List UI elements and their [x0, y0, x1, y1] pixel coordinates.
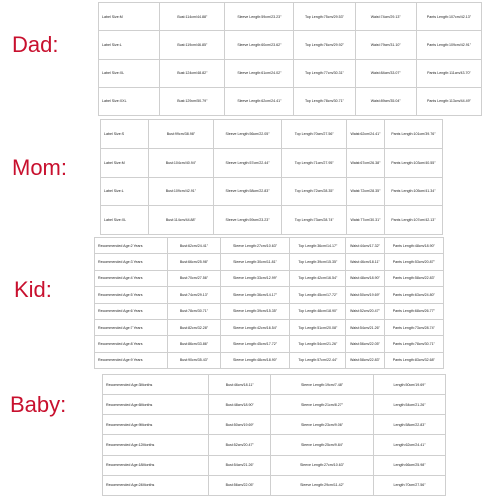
mom-label: Mom:: [12, 155, 67, 180]
table-cell: Recommended Age:9 Years: [95, 352, 168, 368]
table-cell: Recommended Age:9Months: [103, 415, 209, 435]
table-cell: Label Size:L: [101, 177, 149, 206]
table-cell: Waist:79cm/31.10": [355, 31, 416, 59]
table-cell: Pants Length:68cm/26.77": [384, 303, 443, 319]
table-cell: Sleeve Length:59cm/23.23": [213, 206, 281, 235]
table-row: [99, 3, 482, 31]
table-cell: Recommended Age:5 Years: [95, 287, 168, 303]
table-cell: Recommended Age:6Months: [103, 395, 209, 415]
table-cell: Top Length:76cm/29.92": [294, 31, 355, 59]
table-cell: Recommended Age:8 Years: [95, 336, 168, 352]
table-cell: Recommended Age:24Months: [103, 475, 209, 495]
table-row: [95, 352, 444, 368]
table-cell: Pants Length:53cm/20.87": [384, 254, 443, 270]
table-cell: Pants Length:111cm/43.70": [416, 59, 481, 87]
table-cell: Sleeve Length:36cm/14.17": [220, 287, 290, 303]
table-cell: Pants Length:113cm/44.49": [416, 87, 481, 115]
table-cell: Waist:84cm/33.07": [355, 59, 416, 87]
dad-label: Dad:: [12, 32, 59, 57]
table-row: [103, 455, 446, 475]
table-cell: Waist:50cm/19.69": [346, 287, 384, 303]
table-cell: Sleeve Length:60cm/23.62": [225, 31, 294, 59]
table-cell: Recommended Age:4 Years: [95, 270, 168, 286]
kid-size-table: [94, 237, 444, 369]
table-row: [103, 435, 446, 455]
table-row: [103, 395, 446, 415]
table-row: [99, 59, 482, 87]
table-cell: Pants Length:107cm/42.13": [416, 3, 481, 31]
table-cell: Bust:70cm/27.56": [168, 270, 220, 286]
table-cell: Bust:62cm/24.41": [168, 238, 220, 254]
table-row: [95, 319, 444, 335]
table-cell: Bust:104cm/40.94": [148, 148, 213, 177]
table-row: [103, 375, 446, 395]
table-cell: Sleeve Length:19cm/7.48": [271, 375, 374, 395]
table-cell: Recommended Age:7 Years: [95, 319, 168, 335]
table-cell: Waist:54cm/21.26": [346, 319, 384, 335]
table-row: [95, 336, 444, 352]
table-row: [95, 254, 444, 270]
table-cell: Top Length:54cm/21.26": [290, 336, 346, 352]
dad-size-table: [98, 2, 482, 116]
table-cell: Top Length:70cm/27.56": [282, 120, 347, 149]
table-cell: Bust:82cm/32.28": [168, 319, 220, 335]
table-cell: Pants Length:107cm/42.13": [384, 206, 442, 235]
table-cell: Waist:52cm/20.47": [346, 303, 384, 319]
table-cell: Bust:124cm/48.82": [160, 59, 225, 87]
table-cell: Bust:66cm/25.98": [168, 254, 220, 270]
table-cell: Waist:62cm/24.41": [347, 120, 385, 149]
table-cell: Recommended Age:3Months: [103, 375, 209, 395]
table-cell: Length:66cm/25.98": [373, 455, 445, 475]
table-cell: Pants Length:63cm/24.80": [384, 287, 443, 303]
table-cell: Length:50cm/19.69": [373, 375, 445, 395]
table-cell: Bust:46cm/18.11": [209, 375, 271, 395]
table-cell: Recommended Age:2 Years: [95, 238, 168, 254]
table-cell: Bust:50cm/19.69": [209, 415, 271, 435]
table-cell: Waist:72cm/28.35": [347, 177, 385, 206]
table-cell: Length:62cm/24.41": [373, 435, 445, 455]
table-cell: Top Length:77cm/30.31": [294, 59, 355, 87]
table-cell: Waist:77cm/30.31": [347, 206, 385, 235]
table-cell: Top Length:78cm/30.71": [294, 87, 355, 115]
table-cell: Recommended Age:6 Years: [95, 303, 168, 319]
table-cell: Bust:78cm/30.71": [168, 303, 220, 319]
table-cell: Pants Length:58cm/22.83": [384, 270, 443, 286]
table-cell: Bust:114cm/44.88": [160, 3, 225, 31]
table-cell: Bust:90cm/35.43": [168, 352, 220, 368]
table-cell: Top Length:57cm/22.44": [290, 352, 346, 368]
table-cell: Sleeve Length:62cm/24.41": [225, 87, 294, 115]
mom-size-table: [100, 119, 443, 235]
table-cell: Top Length:71cm/27.95": [282, 148, 347, 177]
table-cell: Sleeve Length:56cm/22.05": [213, 120, 281, 149]
table-cell: Bust:54cm/21.26": [209, 455, 271, 475]
table-cell: Sleeve Length:57cm/22.44": [213, 148, 281, 177]
table-cell: Pants Length:48cm/18.90": [384, 238, 443, 254]
table-cell: Sleeve Length:48cm/18.90": [220, 352, 290, 368]
table-cell: Sleeve Length:58cm/22.83": [213, 177, 281, 206]
baby-label: Baby:: [10, 392, 67, 417]
table-cell: Bust:129cm/50.79": [160, 87, 225, 115]
table-cell: Length:58cm/22.83": [373, 415, 445, 435]
table-row: [101, 148, 443, 177]
table-cell: Waist:89cm/35.04": [355, 87, 416, 115]
table-cell: Recommended Age:18Months: [103, 455, 209, 475]
table-cell: Top Length:72cm/28.35": [282, 177, 347, 206]
table-cell: Sleeve Length:61cm/24.02": [225, 59, 294, 87]
table-row: [103, 415, 446, 435]
table-cell: Sleeve Length:27cm/10.63": [271, 455, 374, 475]
table-row: [95, 287, 444, 303]
table-cell: Recommended Age:3 Years: [95, 254, 168, 270]
table-cell: Pants Length:83cm/32.68": [384, 352, 443, 368]
table-cell: Label Size:XL: [101, 206, 149, 235]
table-cell: Bust:99cm/38.98": [148, 120, 213, 149]
table-cell: Top Length:73cm/28.74": [282, 206, 347, 235]
table-cell: Sleeve Length:30cm/11.81": [220, 254, 290, 270]
table-cell: Top Length:36cm/14.17": [290, 238, 346, 254]
table-cell: Waist:56cm/22.05": [346, 336, 384, 352]
table-cell: Label Size:M: [101, 148, 149, 177]
table-row: [101, 177, 443, 206]
table-cell: Label Size:L: [99, 31, 160, 59]
table-cell: Bust:86cm/33.86": [168, 336, 220, 352]
table-cell: Waist:48cm/18.90": [346, 270, 384, 286]
kid-label: Kid:: [14, 277, 52, 302]
table-cell: Label Size:M: [99, 3, 160, 31]
table-row: [101, 120, 443, 149]
table-cell: Sleeve Length:59cm/23.23": [225, 3, 294, 31]
table-cell: Sleeve Length:33cm/12.99": [220, 270, 290, 286]
table-cell: Waist:74cm/29.13": [355, 3, 416, 31]
table-cell: Bust:48cm/18.90": [209, 395, 271, 415]
table-cell: Sleeve Length:45cm/17.72": [220, 336, 290, 352]
table-cell: Label Size:XL: [99, 59, 160, 87]
table-cell: Top Length:51cm/20.08": [290, 319, 346, 335]
table-cell: Waist:44cm/17.32": [346, 238, 384, 254]
table-cell: Bust:74cm/29.13": [168, 287, 220, 303]
table-cell: Waist:46cm/18.11": [346, 254, 384, 270]
table-cell: Pants Length:109cm/42.91": [416, 31, 481, 59]
table-cell: Label Size:XXL: [99, 87, 160, 115]
table-cell: Length:70cm/27.56": [373, 475, 445, 495]
table-cell: Sleeve Length:29cm/11.42": [271, 475, 374, 495]
table-cell: Sleeve Length:23cm/9.06": [271, 415, 374, 435]
table-row: [95, 238, 444, 254]
table-cell: Pants Length:105cm/41.34": [384, 177, 442, 206]
table-cell: Top Length:45cm/17.72": [290, 287, 346, 303]
table-cell: Sleeve Length:42cm/16.54": [220, 319, 290, 335]
table-cell: Sleeve Length:25cm/9.84": [271, 435, 374, 455]
table-row: [95, 270, 444, 286]
table-row: [99, 87, 482, 115]
table-cell: Sleeve Length:27cm/10.63": [220, 238, 290, 254]
table-cell: Pants Length:101cm/39.76": [384, 120, 442, 149]
table-cell: Top Length:75cm/29.53": [294, 3, 355, 31]
table-cell: Bust:52cm/20.47": [209, 435, 271, 455]
table-cell: Bust:114cm/44.88": [148, 206, 213, 235]
table-cell: Recommended Age:12Months: [103, 435, 209, 455]
table-cell: Top Length:39cm/15.35": [290, 254, 346, 270]
table-cell: Pants Length:103cm/40.55": [384, 148, 442, 177]
table-cell: Top Length:48cm/18.90": [290, 303, 346, 319]
table-cell: Length:54cm/21.26": [373, 395, 445, 415]
table-row: [101, 206, 443, 235]
table-cell: Pants Length:78cm/30.71": [384, 336, 443, 352]
table-cell: Bust:109cm/42.91": [148, 177, 213, 206]
baby-size-table: [102, 374, 446, 496]
table-cell: Sleeve Length:21cm/8.27": [271, 395, 374, 415]
table-row: [99, 31, 482, 59]
table-cell: Top Length:42cm/16.54": [290, 270, 346, 286]
table-row: [103, 475, 446, 495]
table-cell: Bust:119cm/46.85": [160, 31, 225, 59]
table-cell: Pants Length:73cm/28.74": [384, 319, 443, 335]
table-cell: Waist:67cm/26.38": [347, 148, 385, 177]
table-cell: Sleeve Length:39cm/15.35": [220, 303, 290, 319]
table-row: [95, 303, 444, 319]
table-cell: Waist:58cm/22.83": [346, 352, 384, 368]
table-cell: Bust:56cm/22.05": [209, 475, 271, 495]
table-cell: Label Size:S: [101, 120, 149, 149]
